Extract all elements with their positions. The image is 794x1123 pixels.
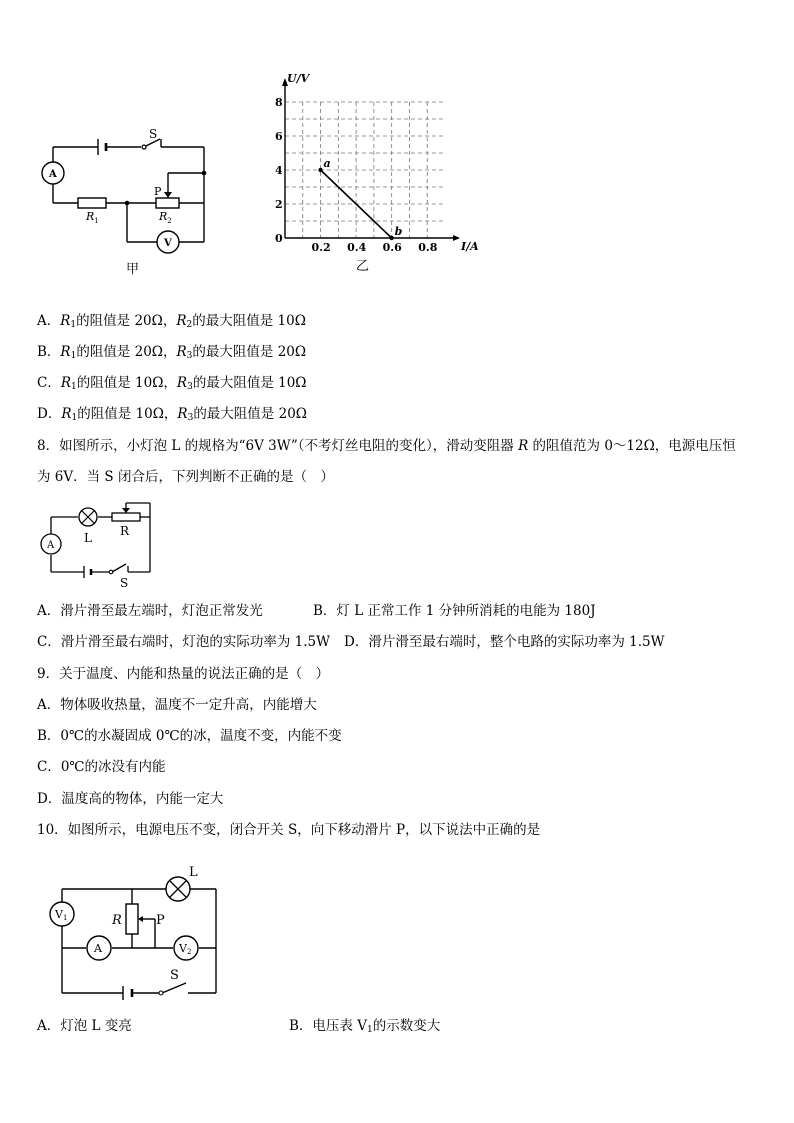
switch-label: S — [149, 127, 158, 141]
q10-rheostat-label: R — [112, 913, 122, 928]
q8-option-c: C．滑片滑至最右端时，灯泡的实际功率为 1.5W — [37, 634, 330, 650]
data-point — [389, 236, 393, 240]
q10-stem: 10．如图所示，电源电压不变，闭合开关 S，向下移动滑片 P，以下说法中正确的是 — [37, 822, 541, 838]
q8-stem-line1: 8．如图所示，小灯泡 L 的规格为“6V 3W”（不考灯丝电阻的变化），滑动变阻器 R 的阻值范为 0～12Ω，电源电压恒 — [37, 438, 736, 454]
ammeter-label: A — [49, 169, 57, 180]
q7-option: A．$R_1$的阻值是 20Ω，$R_2$的最大阻值是 10Ω — [37, 313, 306, 330]
q10-lamp-label: L — [189, 865, 198, 880]
circuit-diagram-q8 — [38, 500, 163, 590]
y-tick-label: 6 — [275, 130, 283, 143]
y-tick-label: 8 — [275, 96, 283, 109]
q7-option: C．$R_1$的阻值是 10Ω，$R_3$的最大阻值是 10Ω — [37, 375, 307, 392]
q7-option: B．$R_1$的阻值是 20Ω，$R_3$的最大阻值是 20Ω — [37, 344, 307, 361]
q8-option-d: D．滑片滑至最右端时，整个电路的实际功率为 1.5W — [344, 634, 665, 650]
q8-option-b: B．灯 L 正常工作 1 分钟所消耗的电能为 180J — [313, 603, 596, 619]
x-axis-label: I/A — [461, 240, 479, 253]
q9-option: B．0℃的水凝固成 0℃的冰，温度不变，内能不变 — [37, 728, 342, 744]
q8-ammeter-label: A — [47, 540, 55, 551]
y-axis-label: U/V — [287, 72, 310, 85]
x-tick-label: 0.2 — [311, 241, 331, 254]
q9-option: A．物体吸收热量，温度不一定升高，内能增大 — [37, 697, 317, 713]
q8-rheostat-label: R — [120, 524, 130, 538]
x-axis-arrow — [453, 235, 460, 241]
circuit-diagram-q10 — [48, 862, 228, 1002]
r1-label: $R_1$ — [86, 210, 99, 225]
voltmeter-label: V — [164, 238, 172, 249]
r2-label: $R_2$ — [159, 210, 172, 225]
grid-lines — [285, 102, 445, 238]
point-label: b — [394, 225, 403, 238]
q8-option-a: A．滑片滑至最左端时，灯泡正常发光 — [37, 603, 263, 619]
slider-label: P — [154, 185, 162, 198]
q10-option-a: A．灯泡 L 变亮 — [37, 1018, 132, 1034]
graph-series — [318, 157, 402, 240]
u-i-graph — [260, 70, 480, 280]
q10-ammeter-label: A — [94, 942, 102, 955]
figure-caption-yi: 乙 — [356, 259, 370, 274]
q9-option: D．温度高的物体，内能一定大 — [37, 791, 224, 807]
q9-stem: 9．关于温度、内能和热量的说法正确的是（ ） — [37, 666, 330, 682]
x-tick-label: 0.4 — [347, 241, 367, 254]
figure-caption-jia: 甲 — [126, 262, 140, 277]
data-point — [318, 168, 322, 172]
y-tick-label: 0 — [275, 232, 283, 245]
q10-v2-label: V2 — [179, 942, 192, 956]
q7-option: D．$R_1$的阻值是 10Ω，$R_3$的最大阻值是 20Ω — [37, 406, 307, 423]
q8-stem-line2: 为 6V．当 S 闭合后，下列判断不正确的是（ ） — [37, 469, 334, 485]
q10-option-b: B．电压表 $V_1$的示数变大 — [289, 1018, 441, 1035]
q8-lamp-label: L — [84, 531, 92, 545]
x-tick-label: 0.8 — [418, 241, 438, 254]
x-tick-label: 0.6 — [382, 241, 402, 254]
q10-v1-label: V1 — [55, 908, 68, 922]
q10-slider-label: P — [156, 913, 165, 928]
q8-switch-label: S — [120, 576, 129, 590]
graph-axes — [282, 78, 460, 241]
y-tick-label: 4 — [275, 164, 283, 177]
circuit-diagram-jia — [38, 125, 218, 285]
q9-option: C．0℃的冰没有内能 — [37, 759, 166, 775]
point-label: a — [323, 157, 331, 170]
q10-switch-label: S — [170, 968, 179, 983]
y-tick-label: 2 — [275, 198, 283, 211]
